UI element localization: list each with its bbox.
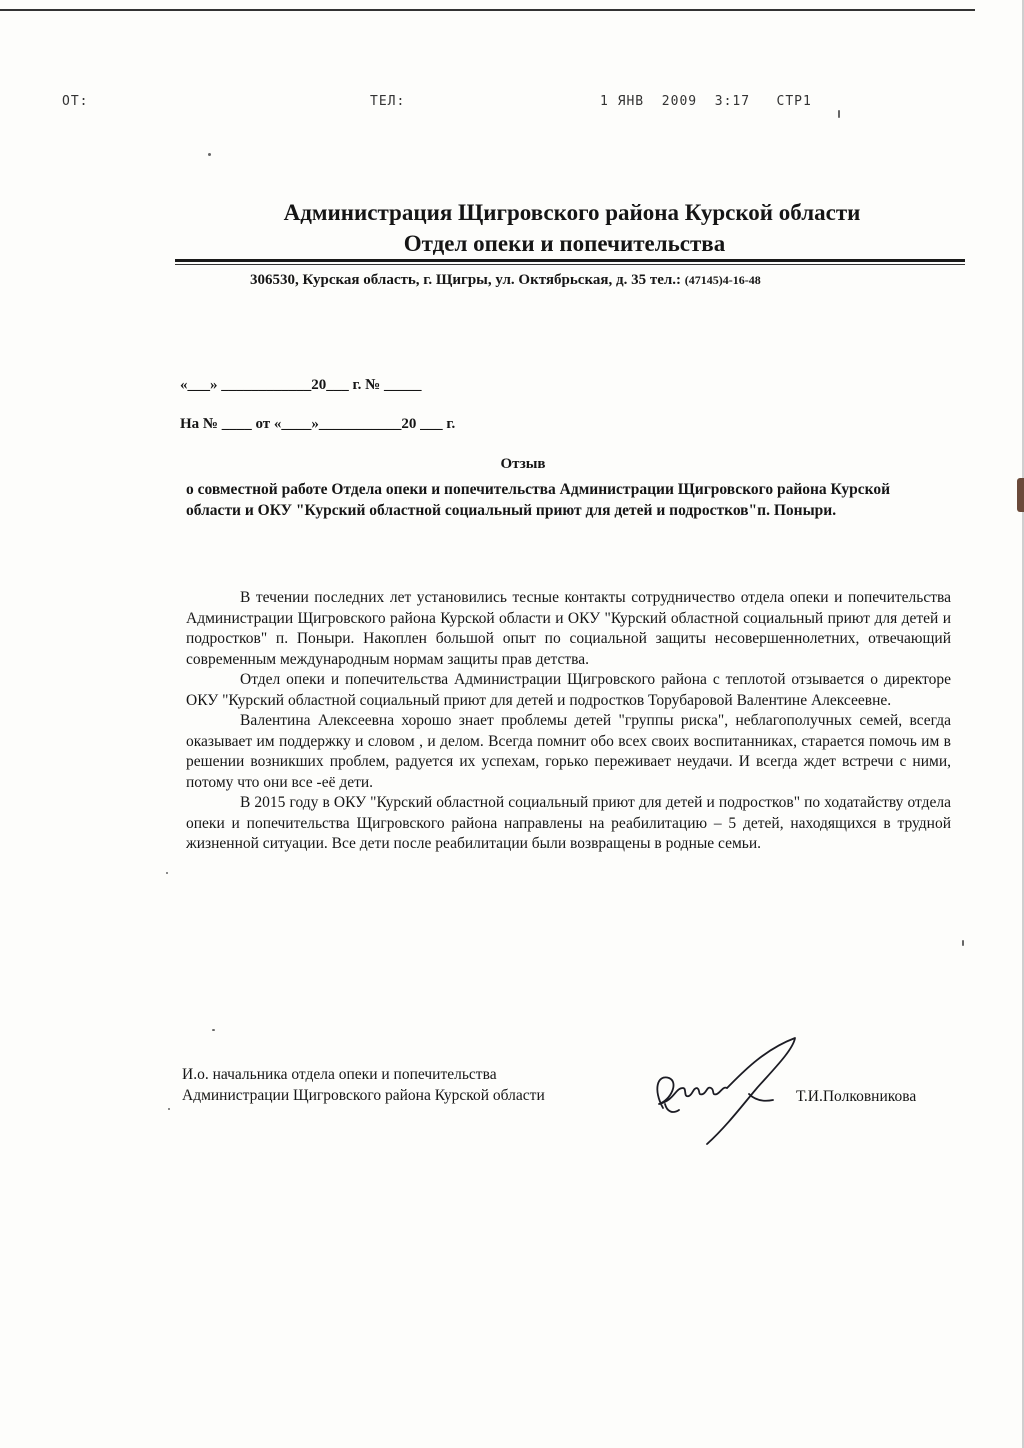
fax-date-stamp: 1 ЯНВ 2009 3:17 СТР1 [600,94,812,109]
scan-speck [962,940,964,946]
fax-from-label: ОТ: [62,94,89,109]
scan-speck [212,1029,215,1031]
signatory-name: Т.И.Полковникова [796,1088,917,1105]
scan-top-edge [0,9,975,11]
scan-speck [168,1108,170,1110]
outgoing-date-number-field: «___» ____________20___ г. № _____ [180,377,422,393]
position-line-2: Администрации Щигровского района Курской области [182,1087,545,1104]
scan-edge-mark [1017,478,1024,512]
body-paragraph: Отдел опеки и попечительства Администрации Щигровского района с теплотой отзывается о директоре ОКУ "Курский областной социальный приют для детей и подростков Торубаровой Валентине Алексеевне. [186,671,951,709]
letterhead-address [250,272,761,289]
body-paragraph: В течении последних лет установились тесные контакты сотрудничество отдела опеки и попечительства Администрации Щигровского района Курской области и ОКУ "Курский областной социальный приют для детей и подростков" п. Поныри. Накоплен большой опыт по социальной защиты несовершеннолетних, отвечающий современным международным нормам защиты прав детства. [186,589,951,668]
fax-tel-label: ТЕЛ: [370,94,406,109]
letterhead-rule [175,259,965,262]
incoming-reference-field: На № ____ от «____»___________20 ___ г. [180,416,456,432]
position-line-1: И.о. начальника отдела опеки и попечительства [182,1066,497,1083]
scan-speck [166,872,168,874]
phone-number: (47145)4-16-48 [684,273,761,287]
letterhead-organization: Администрация Щигровского района Курской области [283,200,861,225]
document-title: Отзыв [500,456,546,472]
address-text: 306530, Курская область, г. Щигры, ул. Октябрьская, д. 35 тел.: [250,272,685,288]
document-body [186,588,951,855]
handwritten-signature [645,1030,805,1150]
body-paragraph: Валентина Алексеевна хорошо знает проблемы детей "группы риска", неблагополучных семей, всегда оказывает им поддержку и словом , и делом. Всегда помнит обо всех своих воспитанниках, старается помочь им в решении возникших проблем, радуется их успехам, горько переживает неудачи. И всегда ждет встречи с ними, потому что они все -её дети. [186,712,951,791]
letterhead-rule-thin [175,264,965,265]
signatory-position [182,1064,545,1106]
body-paragraph: В 2015 году в ОКУ "Курский областной социальный приют для детей и подростков" по ходатайству отдела опеки и попечительства Щигровского района направлены на реабилитацию – 5 детей, находящихся в трудной жизненной ситуации. Все дети после реабилитации были возвращены в родные семьи. [186,794,951,852]
scan-speck [208,153,211,156]
scan-speck [838,110,840,118]
letterhead-department: Отдел опеки и попечительства [403,231,726,256]
document-subject: о совместной работе Отдела опеки и попечительства Администрации Щигровского района Курской области и ОКУ "Курский областной социальный приют для детей и подростков"п. Поныри. [186,481,891,519]
